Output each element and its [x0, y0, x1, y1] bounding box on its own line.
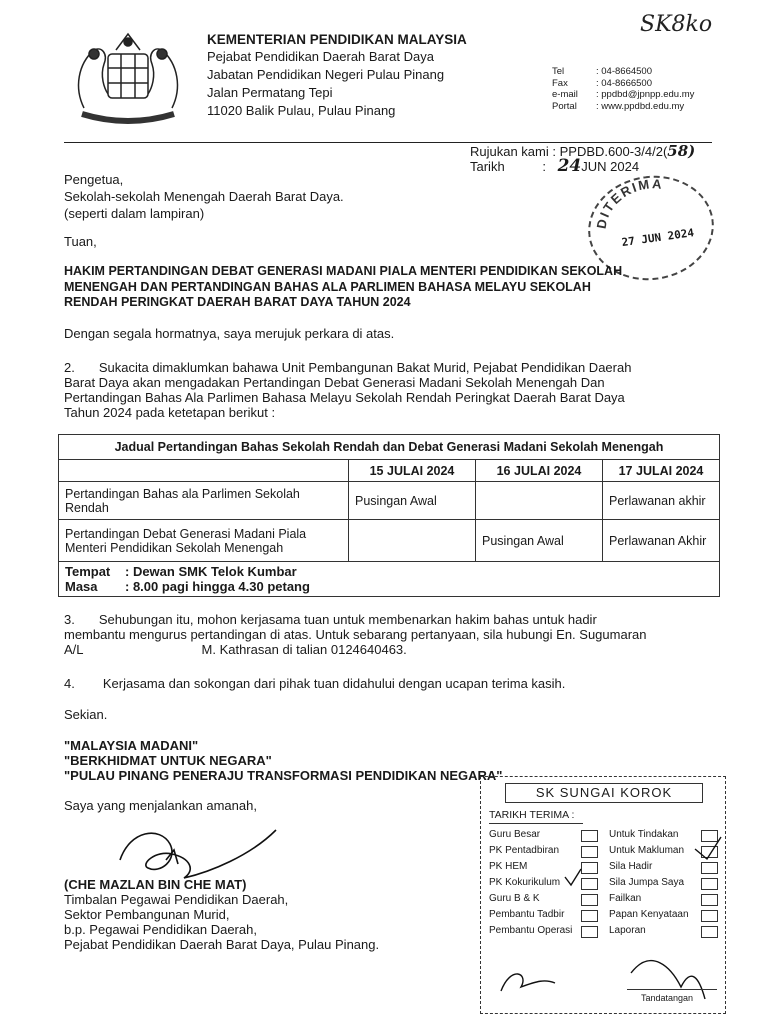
contact-label: Fax — [552, 77, 568, 89]
contact-value: : 04-8664500 — [596, 66, 652, 77]
venue-label: Tempat — [65, 564, 111, 579]
stamp-handwritten-marks — [481, 777, 725, 1013]
routing-role: Guru Besar — [489, 829, 541, 840]
school-received-stamp — [480, 776, 726, 1014]
reference-handwritten: 58) — [667, 142, 696, 160]
signatory-title: b.p. Pegawai Pendidikan Daerah, — [64, 922, 257, 937]
date-line — [470, 156, 640, 176]
paragraph-line: membantu mengurus pertandingan di atas. Untuk sebarang pertanyaan, sila hubungi En. Sugumaran — [64, 627, 647, 642]
paragraph-line: A/L — [64, 642, 84, 657]
date-value: JUN 2024 — [581, 159, 640, 174]
contact-label: e-mail — [552, 89, 578, 100]
contact-label: Portal — [552, 100, 577, 112]
address-line: 11020 Balik Pulau, Pulau Pinang — [207, 103, 396, 118]
routing-action: Untuk Makluman — [609, 845, 685, 856]
paragraph-4 — [64, 676, 565, 691]
paragraph-line: Tahun 2024 pada ketetapan berikut : — [64, 405, 276, 420]
contact-details — [552, 66, 694, 112]
contact-value: : www.ppdbd.edu.my — [596, 100, 685, 112]
handwritten-file-note: SK8ko — [640, 12, 713, 37]
svg-text:DITERIMA — [588, 174, 671, 232]
subject-line: MENENGAH DAN PERTANDINGAN BAHAS ALA PARLIMEN BAHASA MELAYU SEKOLAH — [64, 279, 591, 294]
paragraph-2 — [64, 360, 712, 420]
table-row — [59, 520, 720, 562]
handwritten-signature — [100, 820, 300, 884]
event-name: Pertandingan Bahas ala Parlimen Sekolah Rendah — [59, 482, 349, 520]
address-line: Jalan Permatang Tepi — [207, 85, 333, 100]
paragraph-line: Sukacita dimaklumkan bahawa Unit Pembangunan Bakat Murid, Pejabat Pendidikan Daerah — [98, 360, 632, 375]
schedule-table-wrapper — [58, 434, 720, 597]
recipient-line: Sekolah-sekolah Menengah Daerah Barat Daya. — [64, 189, 344, 204]
routing-role: Pembantu Operasi — [489, 925, 573, 936]
signatory-block — [64, 877, 379, 952]
contact-label: Tel — [552, 66, 565, 77]
date-handwritten-day: 24 — [557, 156, 582, 176]
routing-action: Untuk Tindakan — [609, 829, 679, 840]
motto-line: "BERKHIDMAT UNTUK NEGARA" — [64, 753, 272, 768]
contact-value: : 04-8666500 — [596, 77, 652, 89]
closing: Sekian. — [64, 707, 108, 722]
event-name: Pertandingan Debat Generasi Madani Piala Menteri Pendidikan Sekolah Menengah — [59, 520, 349, 562]
routing-role: Pembantu Tadbir — [489, 909, 565, 920]
reference-value: PPDBD.600-3/4/2( — [559, 144, 668, 159]
paragraph-1: Dengan segala hormatnya, saya merujuk perkara di atas. — [64, 326, 395, 341]
schedule-cell — [349, 520, 476, 562]
paragraph-3 — [64, 612, 712, 657]
routing-role: PK Pentadbiran — [489, 845, 560, 856]
paragraph-line: Sehubungan itu, mohon kerjasama tuan untuk membenarkan hakim bahas untuk hadir — [98, 612, 597, 627]
schedule-cell: Perlawanan akhir — [603, 482, 720, 520]
routing-role: PK HEM — [489, 861, 528, 872]
schedule-cell: Pusingan Awal — [476, 520, 603, 562]
signatory-title: Pejabat Pendidikan Daerah Barat Daya, Pulau Pinang. — [64, 937, 380, 952]
signatory-name: (CHE MAZLAN BIN CHE MAT) — [64, 877, 247, 892]
signature-line — [627, 989, 717, 990]
motto-line: "PULAU PINANG PENERAJU TRANSFORMASI PENDIDIKAN NEGARA" — [64, 768, 503, 783]
signatory-title: Sektor Pembangunan Murid, — [64, 907, 230, 922]
paragraph-line: Barat Daya akan mengadakan Pertandingan Debat Generasi Madani Sekolah Menengah Dan — [64, 375, 605, 390]
column-date: 17 JULAI 2024 — [603, 460, 720, 482]
paragraph-number: 2. — [64, 360, 75, 375]
schedule-cell: Perlawanan Akhir — [603, 520, 720, 562]
schedule-cell: Pusingan Awal — [349, 482, 476, 520]
paragraph-line: M. Kathrasan di talian 0124640463. — [201, 642, 407, 657]
malaysia-coat-of-arms-logo — [64, 28, 192, 128]
time-value: : 8.00 pagi hingga 4.30 petang — [125, 579, 310, 594]
routing-action: Sila Jumpa Saya — [609, 877, 685, 888]
routing-role: Guru B & K — [489, 893, 540, 904]
schedule-table — [58, 434, 720, 597]
subject-line: RENDAH PERINGKAT DAERAH BARAT DAYA TAHUN 2024 — [64, 295, 411, 309]
recipient-block — [64, 172, 344, 221]
schedule-title: Jadual Pertandingan Bahas Sekolah Rendah dan Debat Generasi Madani Sekolah Menengah — [59, 435, 720, 460]
letter-subject — [64, 264, 716, 311]
date-label: Tarikh — [470, 159, 505, 174]
subject-line: HAKIM PERTANDINGAN DEBAT GENERASI MADANI PIALA MENTERI PENDIDIKAN SEKOLAH — [64, 264, 623, 278]
paragraph-number: 4. — [64, 676, 75, 691]
routing-action: Papan Kenyataan — [609, 909, 689, 920]
signoff: Saya yang menjalankan amanah, — [64, 798, 257, 813]
venue-row — [59, 562, 720, 597]
reference-label: Rujukan kami : — [470, 144, 556, 159]
paragraph-number: 3. — [64, 612, 75, 627]
recipient-line: (seperti dalam lampiran) — [64, 206, 205, 221]
routing-role: PK Kokurikulum — [489, 877, 561, 888]
motto-line: "MALAYSIA MADANI" — [64, 738, 199, 753]
routing-action: Sila Hadir — [609, 861, 653, 872]
paragraph-line: Kerjasama dan sokongan dari pihak tuan didahului dengan ucapan terima kasih. — [102, 676, 566, 691]
received-stamp-label: DITERIMA — [593, 176, 665, 230]
date-colon: : — [542, 159, 546, 174]
routing-action: Laporan — [609, 925, 646, 936]
school-name: SK SUNGAI KOROK — [505, 783, 703, 803]
recipient-line: Pengetua, — [64, 172, 124, 187]
schedule-cell — [476, 482, 603, 520]
column-date: 16 JULAI 2024 — [476, 460, 603, 482]
address-line: Pejabat Pendidikan Daerah Barat Daya — [207, 49, 434, 64]
receipt-date-label: TARIKH TERIMA : — [489, 809, 575, 821]
time-label: Masa — [65, 579, 98, 594]
signatory-title: Timbalan Pegawai Pendidikan Daerah, — [64, 892, 289, 907]
received-stamp-date: 27 JUN 2024 — [620, 226, 695, 250]
header-divider — [64, 142, 712, 143]
column-date: 15 JULAI 2024 — [349, 460, 476, 482]
mottos — [64, 738, 502, 783]
table-row — [59, 482, 720, 520]
salutation: Tuan, — [64, 234, 97, 249]
reference-line — [470, 144, 695, 159]
address-line: Jabatan Pendidikan Negeri Pulau Pinang — [207, 67, 445, 82]
ministry-name: KEMENTERIAN PENDIDIKAN MALAYSIA — [207, 32, 467, 47]
routing-action: Failkan — [609, 893, 642, 904]
contact-value: : ppdbd@jpnpp.edu.my — [596, 89, 695, 100]
paragraph-line: Pertandingan Bahas Ala Parlimen Bahasa Melayu Sekolah Rendah Peringkat Daerah Barat Daya — [64, 390, 625, 405]
venue-value: : Dewan SMK Telok Kumbar — [125, 564, 297, 579]
header-empty-cell — [59, 460, 349, 482]
office-address — [207, 49, 444, 118]
signature-label: Tandatangan — [641, 993, 694, 1003]
